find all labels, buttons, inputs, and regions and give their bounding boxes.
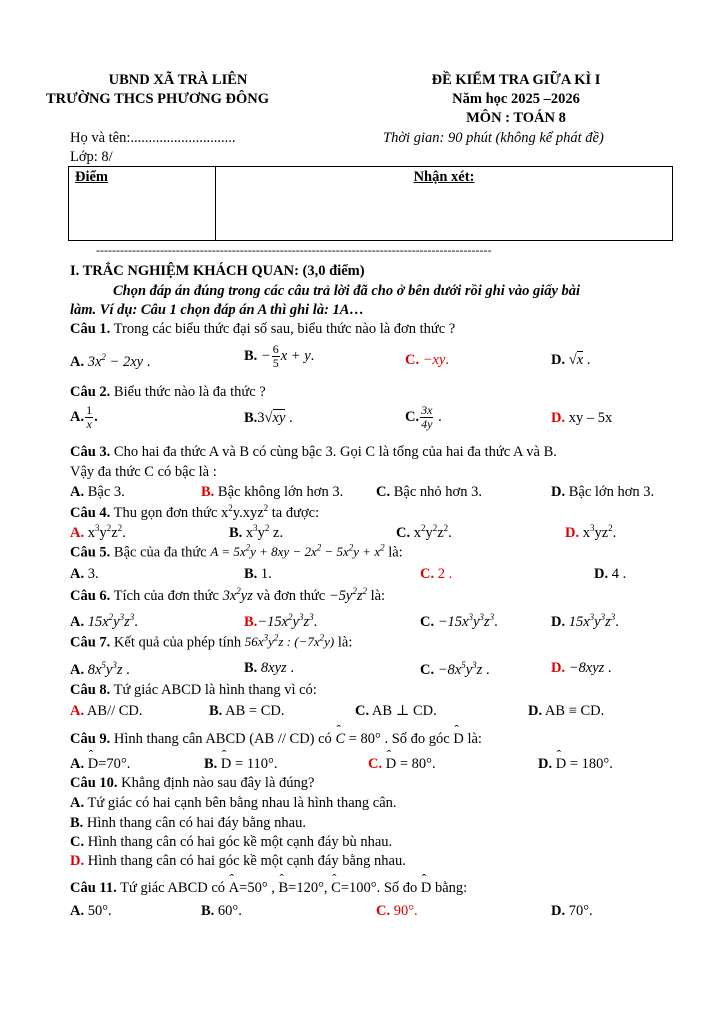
q7-option-c[interactable]: C. $-8x^5y^3z$ .	[420, 660, 490, 678]
q11-option-c[interactable]: C. 90°.	[376, 903, 418, 919]
divider: ---------------------------------------------------------------------------------------------------	[96, 243, 492, 257]
q3-option-d[interactable]: D. Bậc lớn hơn 3.	[551, 484, 655, 500]
q5-option-c[interactable]: C. 2 .	[420, 566, 453, 582]
q4-option-d[interactable]: D. $x^3yz^2$.	[565, 523, 617, 541]
section-title: I. TRẮC NGHIỆM KHÁCH QUAN: (3,0 điểm)	[70, 263, 365, 279]
q9-option-c[interactable]: C. ˆ D = 80°.	[368, 756, 436, 773]
q1-option-c[interactable]: C. −xy.	[405, 352, 450, 368]
q1-option-b[interactable]: B. − $\frac{6}{5}$ x + y.	[244, 342, 315, 370]
q7-option-a[interactable]: A. $8x^5y^3z$ .	[70, 660, 130, 678]
q5-option-a[interactable]: A. 3.	[70, 566, 99, 582]
q5-option-d[interactable]: D. 4 .	[594, 566, 627, 582]
q10-option-c[interactable]: C. Hình thang cân có hai góc kề một cạnh đáy bù nhau.	[70, 834, 393, 850]
question-3: Câu 3. Cho hai đa thức A và B có cùng bậc 3. Gọi C là tổng của hai đa thức A và B.	[70, 444, 557, 460]
q3-option-c[interactable]: C. Bậc nhỏ hơn 3.	[376, 484, 482, 500]
q8-option-c[interactable]: C. AB ⊥ CD.	[355, 703, 437, 719]
comment-label: Nhận xét:	[413, 169, 475, 185]
q6-option-d[interactable]: D. $15x^3y^3z^3$.	[551, 612, 619, 630]
q2-option-d[interactable]: D. xy – 5x	[551, 410, 613, 426]
q3-option-a[interactable]: A. Bậc 3.	[70, 484, 125, 500]
question-10: Câu 10. Khẳng định nào sau đây là đúng?	[70, 775, 315, 791]
q11-option-d[interactable]: D. 70°.	[551, 903, 593, 919]
question-11: Câu 11. Tứ giác ABCD có ˆ A=50° , ˆ B=120°, ˆ C=100°. Số đo ˆ D bằng:	[70, 880, 467, 897]
q8-option-b[interactable]: B. AB = CD.	[209, 703, 285, 719]
q4-option-c[interactable]: C. $x^2y^2z^2$.	[396, 523, 452, 541]
question-2: Câu 2. Biểu thức nào là đa thức ?	[70, 384, 266, 400]
q8-option-a[interactable]: A. AB// CD.	[70, 703, 143, 719]
q10-option-b[interactable]: B. Hình thang cân có hai đáy bằng nhau.	[70, 815, 306, 831]
question-8: Câu 8. Tứ giác ABCD là hình thang vì có:	[70, 682, 317, 698]
exam-time: Thời gian: 90 phút (không kể phát đề)	[383, 130, 604, 146]
question-6: Câu 6. Tích của đơn thức $3x^2yz$ và đơn thức $-5y^2z^2$ là:	[70, 586, 386, 604]
question-9: Câu 9. Hình thang cân ABCD (AB // CD) có ˆ C = 80° . Số đo góc ˆ D là:	[70, 731, 482, 748]
q9-option-b[interactable]: B. ˆ D = 110°.	[204, 756, 277, 773]
q2-option-c[interactable]: C. $\frac{3x}{4y}$ .	[405, 403, 442, 431]
q6-option-c[interactable]: C. $-15x^3y^3z^3$.	[420, 612, 498, 630]
dept-name: UBND XÃ TRÀ LIÊN	[108, 72, 248, 88]
q3-option-b[interactable]: B. Bậc không lớn hơn 3.	[201, 484, 344, 500]
q7-option-b[interactable]: B. 8xyz .	[244, 660, 294, 676]
q10-option-d[interactable]: D. Hình thang cân có hai góc kề một cạnh đáy bằng nhau.	[70, 853, 406, 869]
subject: MÔN : TOÁN 8	[466, 110, 566, 126]
question-3-line2: Vậy đa thức C có bậc là :	[70, 464, 217, 480]
score-label: Điểm	[75, 169, 109, 185]
q2-option-a[interactable]: A. $\frac{1}{x}$ .	[70, 403, 98, 431]
instruction-line1: Chọn đáp án đúng trong các câu trả lời đã cho ở bên dưới rồi ghi vào giấy bài	[113, 283, 581, 299]
q11-option-b[interactable]: B. 60°.	[201, 903, 242, 919]
q6-option-a[interactable]: A. $15x^2y^3z^3$.	[70, 612, 138, 630]
class-field[interactable]: Lớp: 8/	[70, 149, 113, 165]
question-5: Câu 5. Bậc của đa thức $A = 5x^2y + 8xy - 2x^2 - 5x^2y + x^2$ là:	[70, 543, 403, 561]
q9-option-a[interactable]: A. ˆ D=70°.	[70, 756, 130, 773]
question-4: Câu 4. Thu gọn đơn thức $x^2y.xyz^2$ ta được:	[70, 503, 320, 521]
q9-option-d[interactable]: D. ˆ D = 180°.	[538, 756, 613, 773]
q2-option-b[interactable]: B.3√xy .	[244, 410, 293, 426]
q4-option-a[interactable]: A. $x^3y^2z^2$.	[70, 523, 126, 541]
score-table	[68, 166, 673, 241]
q6-option-b[interactable]: $B.-15x^2y^3z^3$.	[244, 612, 318, 630]
student-name-field[interactable]: Họ và tên:.............................	[70, 130, 236, 146]
school-name: TRƯỜNG THCS PHƯƠNG ĐÔNG	[46, 91, 270, 107]
q10-option-a[interactable]: A. Tứ giác có hai cạnh bên bằng nhau là hình thang cân.	[70, 795, 397, 811]
school-year: Năm học 2025 –2026	[452, 91, 580, 107]
question-7: Câu 7. Kết quả của phép tính $56x^3y^2z$ : $(-7x^2y)$ là:	[70, 633, 353, 651]
q5-option-b[interactable]: B. 1.	[244, 566, 272, 582]
exam-title: ĐỀ KIỂM TRA GIỮA KÌ I	[431, 72, 601, 88]
q11-option-a[interactable]: A. 50°.	[70, 903, 112, 919]
q4-option-b[interactable]: B. $x^3y^2$ z.	[229, 523, 284, 541]
question-1: Câu 1. Trong các biểu thức đại số sau, biểu thức nào là đơn thức ?	[70, 321, 456, 337]
q7-option-d[interactable]: D. −8xyz .	[551, 660, 612, 676]
q1-option-d[interactable]: D. √x .	[551, 352, 591, 368]
q1-option-a[interactable]: A. $3x^2 - 2xy$ .	[70, 352, 151, 370]
instruction-line2: làm. Ví dụ: Câu 1 chọn đáp án A thì ghi là: 1A…	[70, 302, 364, 318]
q8-option-d[interactable]: D. AB ≡ CD.	[528, 703, 605, 719]
